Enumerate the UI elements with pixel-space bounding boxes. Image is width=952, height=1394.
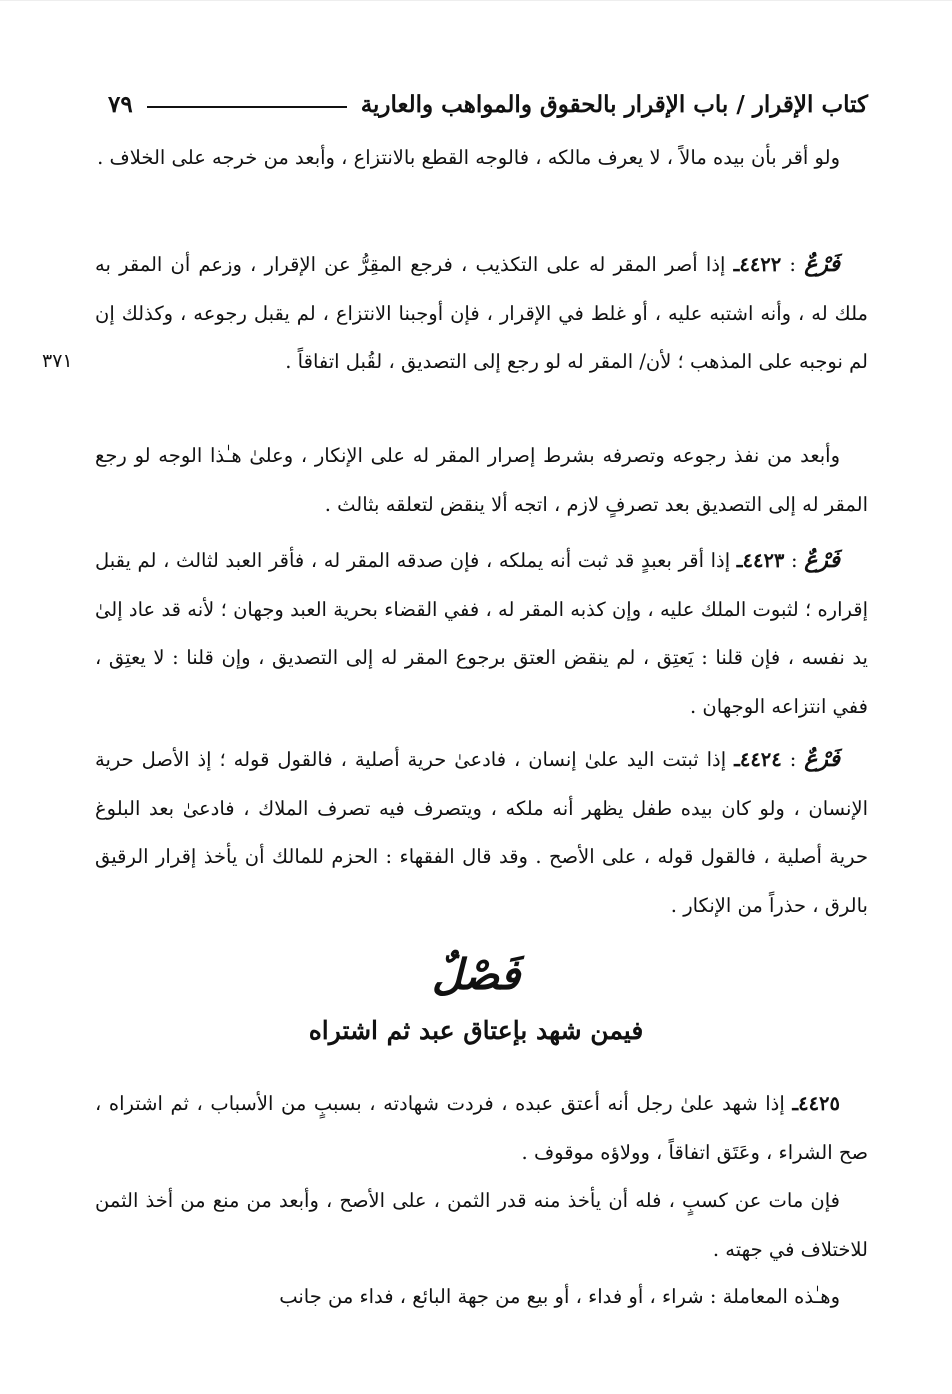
margin-page-ref: ٣٧١ <box>42 350 73 372</box>
header-rule <box>147 106 347 108</box>
issue-number: ٤٤٢٣ـ <box>736 549 785 572</box>
header-title: كتاب الإقرار / باب الإقرار بالحقوق والمواهب والعارية <box>360 90 868 118</box>
far-label: فَرْعٌ <box>804 251 840 277</box>
paragraph-4425 <box>95 1080 868 1177</box>
paragraph-3: وأبعد من نفذ رجوعه وتصرفه بشرط إصرار المقر له على الإنكار ، وعلىٰ هـٰذا الوجه لو رجع المقر له إلى التصديق بعد تصرفٍ لازم ، اتجه ألا ينقض لتعلقه بثالث . <box>95 444 868 516</box>
issue-number: ٤٤٢٤ـ <box>734 748 782 771</box>
paragraph-text: إذا شهد علىٰ رجل أنه أعتق عبده ، فردت شهادته ، بسببٍ من الأسباب ، ثم اشتراه ، صح الشراء ، وعَتَق اتفاقاً ، وولاؤه موقوف . <box>95 1092 868 1164</box>
paragraph-text: إذا أقر بعبدٍ قد ثبت أنه يملكه ، فإن صدقه المقر له ، فأقر العبد لثالث ، لم يقبل إقراره ؛ لثبوت الملك عليه ، وإن كذبه المقر له ، ففي القضاء بحرية العبد وجهان ؛ لأنه قد عاد إلىٰ يد نفسه ، فإن قلنا : يَعتِق ، لم ينقض العتق برجوع المقر له إلى التصديق ، وإن قلنا : لا يعتِق ، ففي انتزاعه الوجهان . <box>95 549 868 718</box>
paragraph-4422: فَرْعٌ : ٤٤٢٢ـ إذا أصر المقر له على التكذيب ، فرجع المقِرُّ عن الإقرار ، وزعم أن المقر به ملك له ، وأنه اشتبه عليه ، أو غلط في الإقرار ، فإن أوجبنا الانتزاع ، لم يقبل رجوعه ، وكذلك إن لم نوجبه على المذهب ؛ لأن/ المقر له لو رجع إلى التصديق ، لقُبل اتفاقاً . <box>95 251 868 373</box>
running-header <box>108 82 868 126</box>
paragraph-8: وهـٰذه المعاملة : شراء ، أو فداء ، أو بيع من جهة البائع ، فداء من جانب <box>279 1285 840 1308</box>
section-title: فيمن شهد بإعتاق عبد ثم اشتراه <box>308 1016 644 1045</box>
issue-number: ٤٤٢٢ـ <box>733 253 782 276</box>
far-label: فَرْعٌ <box>804 746 841 772</box>
section-heading-fasl: فَصْلٌ <box>431 950 521 999</box>
paragraph-text: إذا ثبتت اليد علىٰ إنسان ، فادعىٰ حرية أصلية ، فالقول قوله ؛ إذ الأصل حرية الإنسان ، ولو كان بيده طفل يظهر أنه ملكه ، ويتصرف فيه تصرف الملاك ، فادعىٰ بعد البلوغ حرية أصلية ، فالقول قوله ، على الأصح . وقد قال الفقهاء : الحزم للمالك أن يأخذ إقرار الرقيق بالرق ، حذراً من الإنكار . <box>95 748 868 917</box>
paragraph-7: فإن مات عن كسبٍ ، فله أن يأخذ منه قدر الثمن ، على الأصح ، وأبعد من منع من أخذ الثمن للاختلاف في جهته . <box>95 1189 868 1261</box>
scan-edge <box>0 0 952 1</box>
paragraph-4423: فَرْعٌ : ٤٤٢٣ـ إذا أقر بعبدٍ قد ثبت أنه يملكه ، فإن صدقه المقر له ، فأقر العبد لثالث ، لم يقبل إقراره ؛ لثبوت الملك عليه ، وإن كذبه المقر له ، ففي القضاء بحرية العبد وجهان ؛ لأنه قد عاد إلىٰ يد نفسه ، فإن قلنا : يَعتِق ، لم ينقض العتق برجوع المقر له إلى التصديق ، وإن قلنا : لا يعتِق ، ففي انتزاعه الوجهان . <box>95 547 868 718</box>
paragraph-4424: فَرْعٌ : ٤٤٢٤ـ إذا ثبتت اليد علىٰ إنسان ، فادعىٰ حرية أصلية ، فالقول قوله ؛ إذ الأصل حرية الإنسان ، ولو كان بيده طفل يظهر أنه ملكه ، ويتصرف فيه تصرف الملاك ، فادعىٰ بعد البلوغ حرية أصلية ، فالقول قوله ، على الأصح . وقد قال الفقهاء : الحزم للمالك أن يأخذ إقرار الرقيق بالرق ، حذراً من الإنكار . <box>95 746 868 917</box>
paragraph-1: ولو أقر بأن بيده مالاً ، لا يعرف مالكه ، فالوجه القطع بالانتزاع ، وأبعد من خرجه على الخلاف . <box>97 146 840 169</box>
page-number: ٧٩ <box>108 90 133 118</box>
issue-number: ٤٤٢٥ـ <box>792 1092 840 1115</box>
far-label: فَرْعٌ <box>804 547 840 573</box>
paragraph-text: إذا أصر المقر له على التكذيب ، فرجع المقِرُّ عن الإقرار ، وزعم أن المقر به ملك له ، وأنه اشتبه عليه ، أو غلط في الإقرار ، فإن أوجبنا الانتزاع ، لم يقبل رجوعه ، وكذلك إن لم نوجبه على المذهب ؛ لأن/ المقر له لو رجع إلى التصديق ، لقُبل اتفاقاً . <box>95 253 868 373</box>
